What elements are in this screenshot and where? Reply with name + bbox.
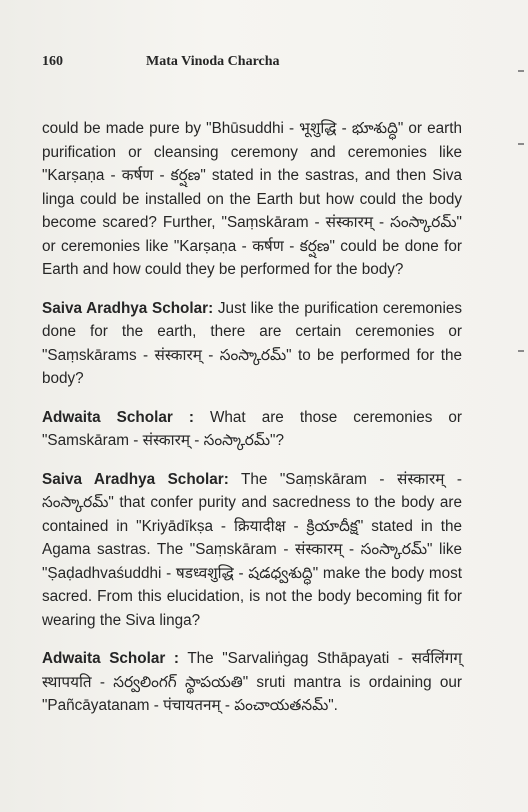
speaker-label: Adwaita Scholar :	[42, 408, 194, 426]
paragraph-text: The "Sarvaliṅgag Sthāpayati - सर्वलिंगग् स्थापयति - సర్వలింగగ్ స్థాపయతి" sruti mantra is ordaining our "Pañcāyatanam - पंचायतनम् - పంచాయతనమ్".	[42, 650, 462, 714]
paragraph-text: What are those ceremonies or "Samskāram - संस्कारम् - సంస్కారమ్"?	[42, 408, 462, 449]
page-edge-mark	[518, 143, 524, 145]
paragraph	[42, 406, 462, 453]
paragraph-text: could be made pure by "Bhūsuddhi - भूशुद्धि - భూశుద్ధి" or earth purification or cleansing ceremony and ceremonies like "Karṣaṇa - कर्षण - కర్షణ" stated in the sastras, and then Siva linga could be installed on the Earth but how could the body become scared? Further, "Saṃskāram - संस्कारम् - సంస్కారమ్" or ceremonies like "Karṣaṇa - कर्षण - కర్షణ" could be done for Earth and how could they be performed for the body?	[42, 120, 462, 278]
page-edge-mark	[518, 350, 524, 352]
paragraph	[42, 297, 462, 391]
speaker-label: Adwaita Scholar :	[42, 650, 180, 667]
paragraph	[42, 647, 462, 718]
running-title: Mata Vinoda Charcha	[146, 54, 280, 69]
paragraph-text: The "Saṃskāram - संस्कारम् - సంస్కారమ్" that confer purity and sacredness to the body are contained in "Kriyādīkṣa - क्रियादीक्ष - క్రియాదీక్ష" stated in the Agama sastras. The "Saṃskāram - संस्कारम् - సంస్కారమ్" like "Ṣaḍadhvaśuddhi - षडध्वशुद्धि - షడధ్వశుద్ధి" make the body most sacred. From this elucidation, is not the body becoming fit for wearing the Siva linga?	[42, 470, 462, 629]
speaker-label: Saiva Aradhya Scholar:	[42, 299, 214, 317]
body-text	[42, 117, 462, 733]
speaker-label: Saiva Aradhya Scholar:	[42, 470, 229, 488]
page-edge-mark	[518, 70, 524, 72]
page-header	[42, 54, 482, 74]
page-number: 160	[42, 54, 63, 69]
paragraph	[42, 117, 462, 282]
paragraph-text: Just like the purification ceremonies done for the earth, there are certain ceremonies or "Saṃskārams - संस्कारम् - సంస్కారమ్" to be performed for the body?	[42, 299, 462, 387]
paragraph	[42, 468, 462, 633]
